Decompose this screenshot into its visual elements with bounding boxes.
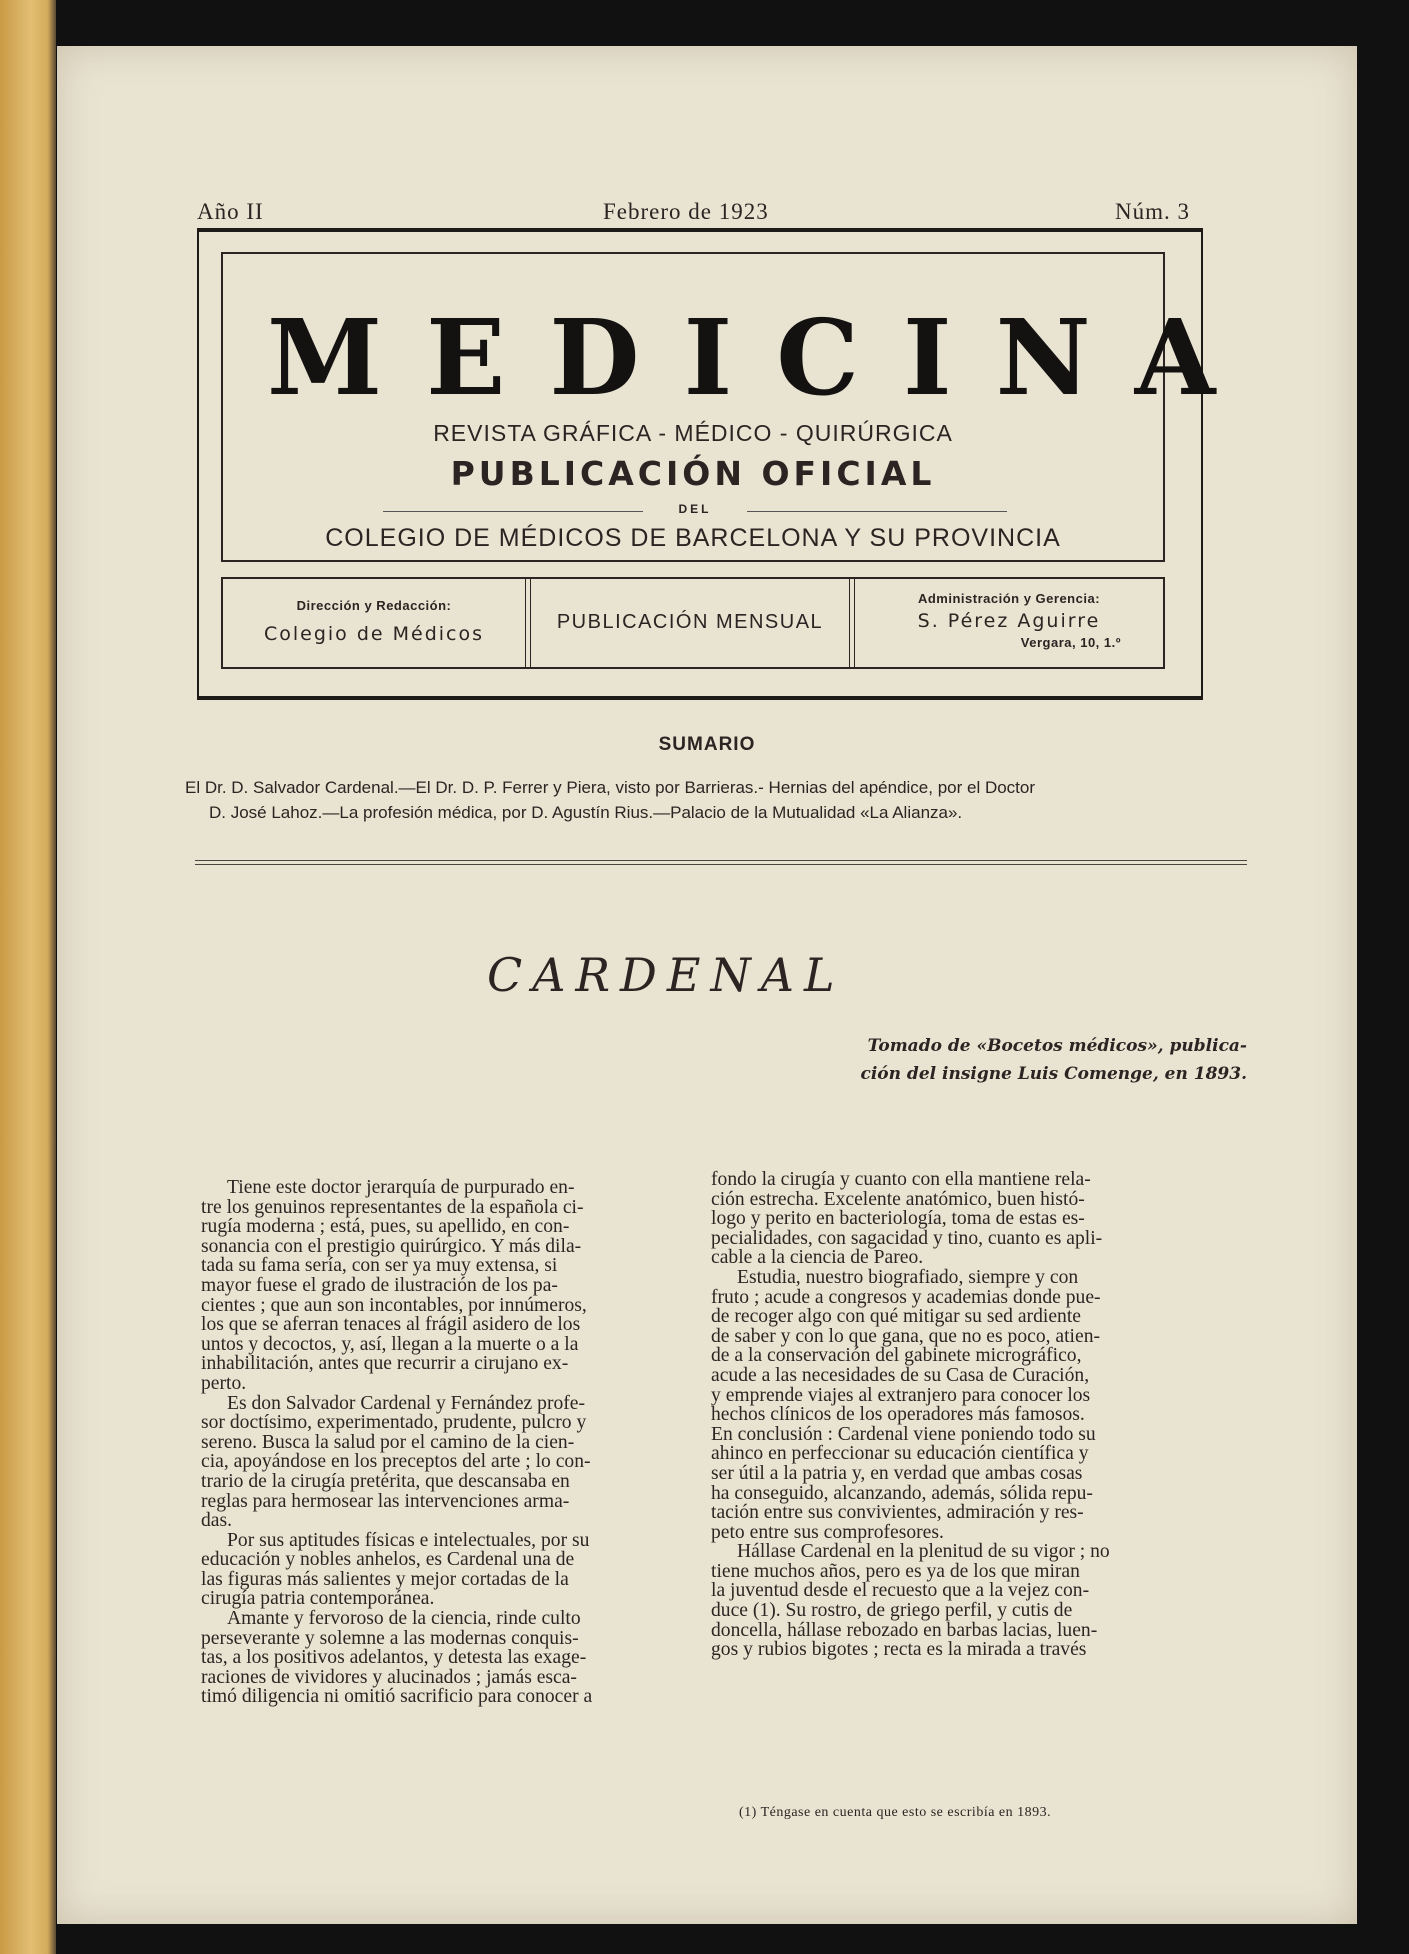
college-name: COLEGIO DE MÉDICOS DE BARCELONA Y SU PROVINCIA [325, 524, 1061, 552]
article-source-line-2: ción del insigne Luis Comenge, en 1893. [860, 1064, 1247, 1084]
info-box [221, 577, 1165, 669]
sumario-rule-bottom [195, 864, 1247, 865]
article-line: trario de la cirugía pretérita, que descansaba en [201, 1470, 570, 1492]
article-line: sor doctísimo, experimentado, prudente, pulcro y [201, 1412, 587, 1434]
article-line: tada su fama sería, con ser ya muy extensa, si [201, 1255, 558, 1277]
article-line: acude a las necesidades de su Casa de Curación, [711, 1364, 1090, 1386]
article-line: gos y rubios bigotes ; recta es la mirada a través [711, 1639, 1087, 1661]
article-line: duce (1). Su rostro, de griego perfil, y cutis de [711, 1600, 1073, 1622]
article-line: peto entre sus comprofesores. [711, 1521, 944, 1543]
sumario-rule-top [195, 860, 1247, 861]
journal-title: MEDICINA [267, 296, 1260, 419]
article-line: fruto ; acude a congresos y academias donde pue- [711, 1286, 1101, 1308]
article-line: doncella, hállase rebozado en barbas lacias, luen- [711, 1619, 1098, 1641]
masthead-frame [197, 228, 1260, 700]
article-line: educación y nobles anhelos, es Cardenal una de [201, 1549, 575, 1571]
direction-cell [223, 579, 525, 667]
sumario-heading: SUMARIO [658, 734, 756, 755]
article-line: mayor fuese el grado de ilustración de los pa- [201, 1274, 558, 1296]
sumario-line-2: D. José Lahoz.—La profesión médica, por D. Agustín Rius.—Palacio de la Mutualidad «La Alianza». [209, 803, 963, 822]
article-column-left [201, 1178, 733, 1707]
article-line: de saber y con lo que gana, que no es poco, atien- [711, 1325, 1101, 1347]
header-date: Febrero de 1923 [603, 199, 769, 224]
article-line: rugía moderna ; está, pues, su apellido, en con- [201, 1216, 570, 1238]
article-line: cia, apoyándose en los preceptos del arte ; lo con- [201, 1451, 591, 1473]
article-line: ha conseguido, alcanzando, además, sólida repu- [711, 1482, 1093, 1504]
article-line: ahinco en perfeccionar su educación científica y [711, 1443, 1089, 1465]
article-line: tas, a los positivos adelantos, y detesta las exage- [201, 1647, 587, 1669]
admin-address: Vergara, 10, 1.º [1020, 635, 1121, 650]
article-line: En conclusión : Cardenal viene poniendo todo su [711, 1423, 1096, 1445]
article-line: Es don Salvador Cardenal y Fernández profe- [227, 1392, 586, 1414]
article-line: cirugía patria contemporánea. [201, 1588, 435, 1610]
article-source [697, 1032, 1247, 1088]
frequency-text: PUBLICACIÓN MENSUAL [556, 611, 824, 633]
article-line: ción estrecha. Excelente anatómico, buen histó- [711, 1188, 1085, 1210]
article-line: fondo la cirugía y cuanto con ella mantiene rela- [711, 1169, 1091, 1190]
article-line: sereno. Busca la salud por el camino de la cien- [201, 1431, 575, 1453]
article-line: tiene muchos años, pero es ya de los que miran [711, 1560, 1080, 1582]
direction-value: Colegio de Médicos [263, 623, 485, 645]
header-year: Año II [197, 199, 264, 224]
article-line: cientes ; que aun son incontables, por innúmeros, [201, 1294, 587, 1316]
article-line: Tiene este doctor jerarquía de purpurado en- [227, 1177, 575, 1198]
book-spine-edge [0, 0, 56, 1954]
article-line: untos y decoctos, y, así, llegan a la muerte o a la [201, 1333, 579, 1355]
article-line: Estudia, nuestro biografiado, siempre y con [737, 1266, 1079, 1288]
header-number: Núm. 3 [1115, 199, 1190, 224]
official-publication: PUBLICACIÓN OFICIAL [450, 454, 936, 493]
article-line: reglas para hermosear las intervenciones arma- [201, 1490, 570, 1512]
article-line: das. [201, 1510, 233, 1532]
article-line: ser útil a la patria y, en verdad que ambas cosas [711, 1462, 1083, 1484]
article-line: perseverante y solemne a las modernas conquis- [201, 1627, 579, 1649]
article-line: las figuras más salientes y mejor cortadas de la [201, 1568, 569, 1590]
journal-subtitle: REVISTA GRÁFICA - MÉDICO - QUIRÚRGICA [433, 420, 953, 446]
admin-name: S. Pérez Aguirre [917, 610, 1101, 632]
article-line: de a la conservación del gabinete micrográfico, [711, 1345, 1082, 1367]
article-source-line-1: Tomado de «Bocetos médicos», publica- [867, 1036, 1247, 1056]
direction-label: Dirección y Redacción: [296, 598, 452, 613]
article-line: perto. [201, 1372, 247, 1394]
article-column-right [711, 1170, 1251, 1660]
del-divider: DEL [383, 502, 1007, 522]
article-line: y emprende viajes al extranjero para conocer los [711, 1384, 1091, 1406]
article-line: tación entre sus convivientes, admiración y res- [711, 1502, 1084, 1524]
article-line: raciones de vividores y alucinados ; jamás esca- [201, 1666, 577, 1688]
article-line: la juventud desde el recuesto que a la vejez con- [711, 1580, 1090, 1602]
journal-page [57, 46, 1357, 1924]
article-line: logo y perito en bacteriología, toma de estas es- [711, 1208, 1085, 1230]
article-line: Amante y fervoroso de la ciencia, rinde culto [227, 1608, 581, 1630]
article-line: Por sus aptitudes físicas e intelectuales, por su [227, 1529, 590, 1551]
article-line: Hállase Cardenal en la plenitud de su vigor ; no [737, 1541, 1110, 1563]
frequency-cell [531, 579, 849, 667]
article-title: CARDENAL [487, 948, 845, 1002]
footnote: (1) Téngase en cuenta que esto se escribía en 1893. [739, 1805, 1052, 1820]
article-line: cable a la ciencia de Pareo. [711, 1247, 924, 1269]
admin-label: Administración y Gerencia: [917, 591, 1101, 606]
article-line: sonancia con el prestigio quirúrgico. Y más dila- [201, 1235, 582, 1257]
article-line: timó diligencia ni omitió sacrificio para conocer a [201, 1686, 593, 1708]
article-line: inhabilitación, antes que recurrir a cirujano ex- [201, 1353, 569, 1375]
sumario-line-1: El Dr. D. Salvador Cardenal.—El Dr. D. P. Ferrer y Piera, visto por Barrieras.- Hernias del apéndice, por el Doctor [185, 778, 1036, 797]
article-line: hechos clínicos de los operadores más famosos. [711, 1404, 1085, 1426]
article-line: tre los genuinos representantes de la española ci- [201, 1196, 584, 1218]
article-line: pecialidades, con sagacidad y tino, cuanto es apli- [711, 1227, 1103, 1249]
article-line: de recoger algo con qué mitigar su sed ardiente [711, 1306, 1081, 1328]
article-line: los que se aferran tenaces al frágil asidero de los [201, 1314, 581, 1336]
title-box [221, 252, 1260, 562]
admin-cell [855, 579, 1163, 667]
